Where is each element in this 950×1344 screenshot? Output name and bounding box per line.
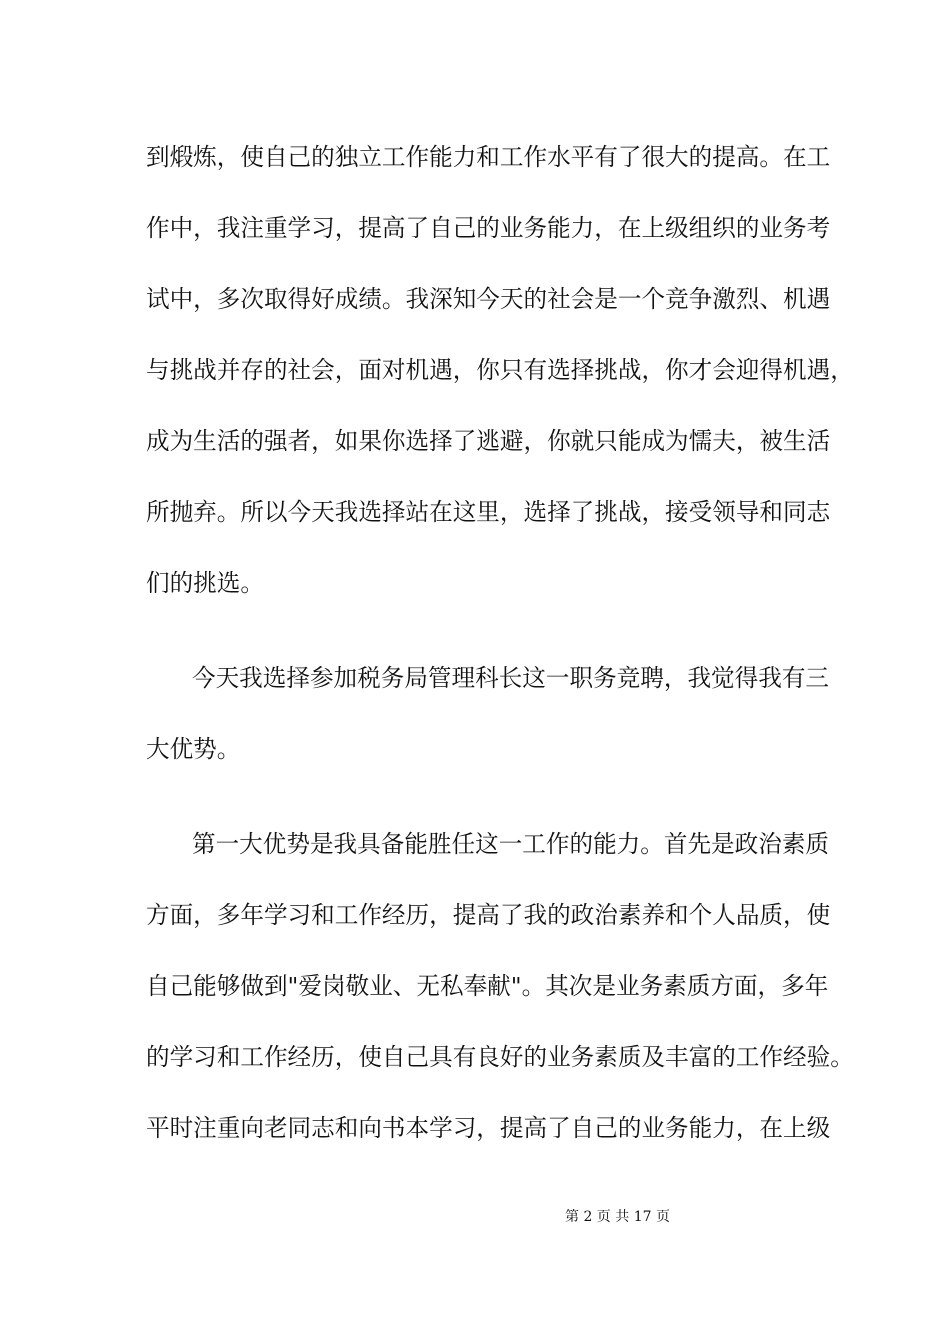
text-line: 方面，多年学习和工作经历，提高了我的政治素养和个人品质，使 bbox=[146, 901, 831, 929]
text-line: 所抛弃。所以今天我选择站在这里，选择了挑战，接受领导和同志 bbox=[146, 498, 831, 526]
text-line: 成为生活的强者，如果你选择了逃避，你就只能成为懦夫，被生活 bbox=[146, 427, 831, 455]
text-line: 试中，多次取得好成绩。我深知今天的社会是一个竞争激烈、机遇 bbox=[146, 285, 831, 313]
text-line: 平时注重向老同志和向书本学习，提高了自己的业务能力，在上级 bbox=[146, 1114, 831, 1142]
text-line: 们的挑选。 bbox=[146, 569, 264, 597]
text-line: 大优势。 bbox=[146, 735, 241, 763]
text-line: 与挑战并存的社会，面对机遇，你只有选择挑战，你才会迎得机遇， bbox=[146, 356, 854, 384]
page-number: 第 2 页 共 17 页 bbox=[565, 1209, 670, 1225]
text-line: 自己能够做到"爱岗敬业、无私奉献"。其次是业务素质方面，多年 bbox=[146, 972, 829, 1000]
text-line: 作中，我注重学习，提高了自己的业务能力，在上级组织的业务考 bbox=[146, 214, 831, 242]
text-line: 到煅炼，使自己的独立工作能力和工作水平有了很大的提高。在工 bbox=[146, 143, 831, 171]
paragraph-first-line: 今天我选择参加税务局管理科长这一职务竞聘，我觉得我有三 bbox=[192, 664, 830, 692]
paragraph-first-line: 第一大优势是我具备能胜任这一工作的能力。首先是政治素质 bbox=[192, 830, 830, 858]
text-line: 的学习和工作经历，使自己具有良好的业务素质及丰富的工作经验。 bbox=[146, 1043, 854, 1071]
